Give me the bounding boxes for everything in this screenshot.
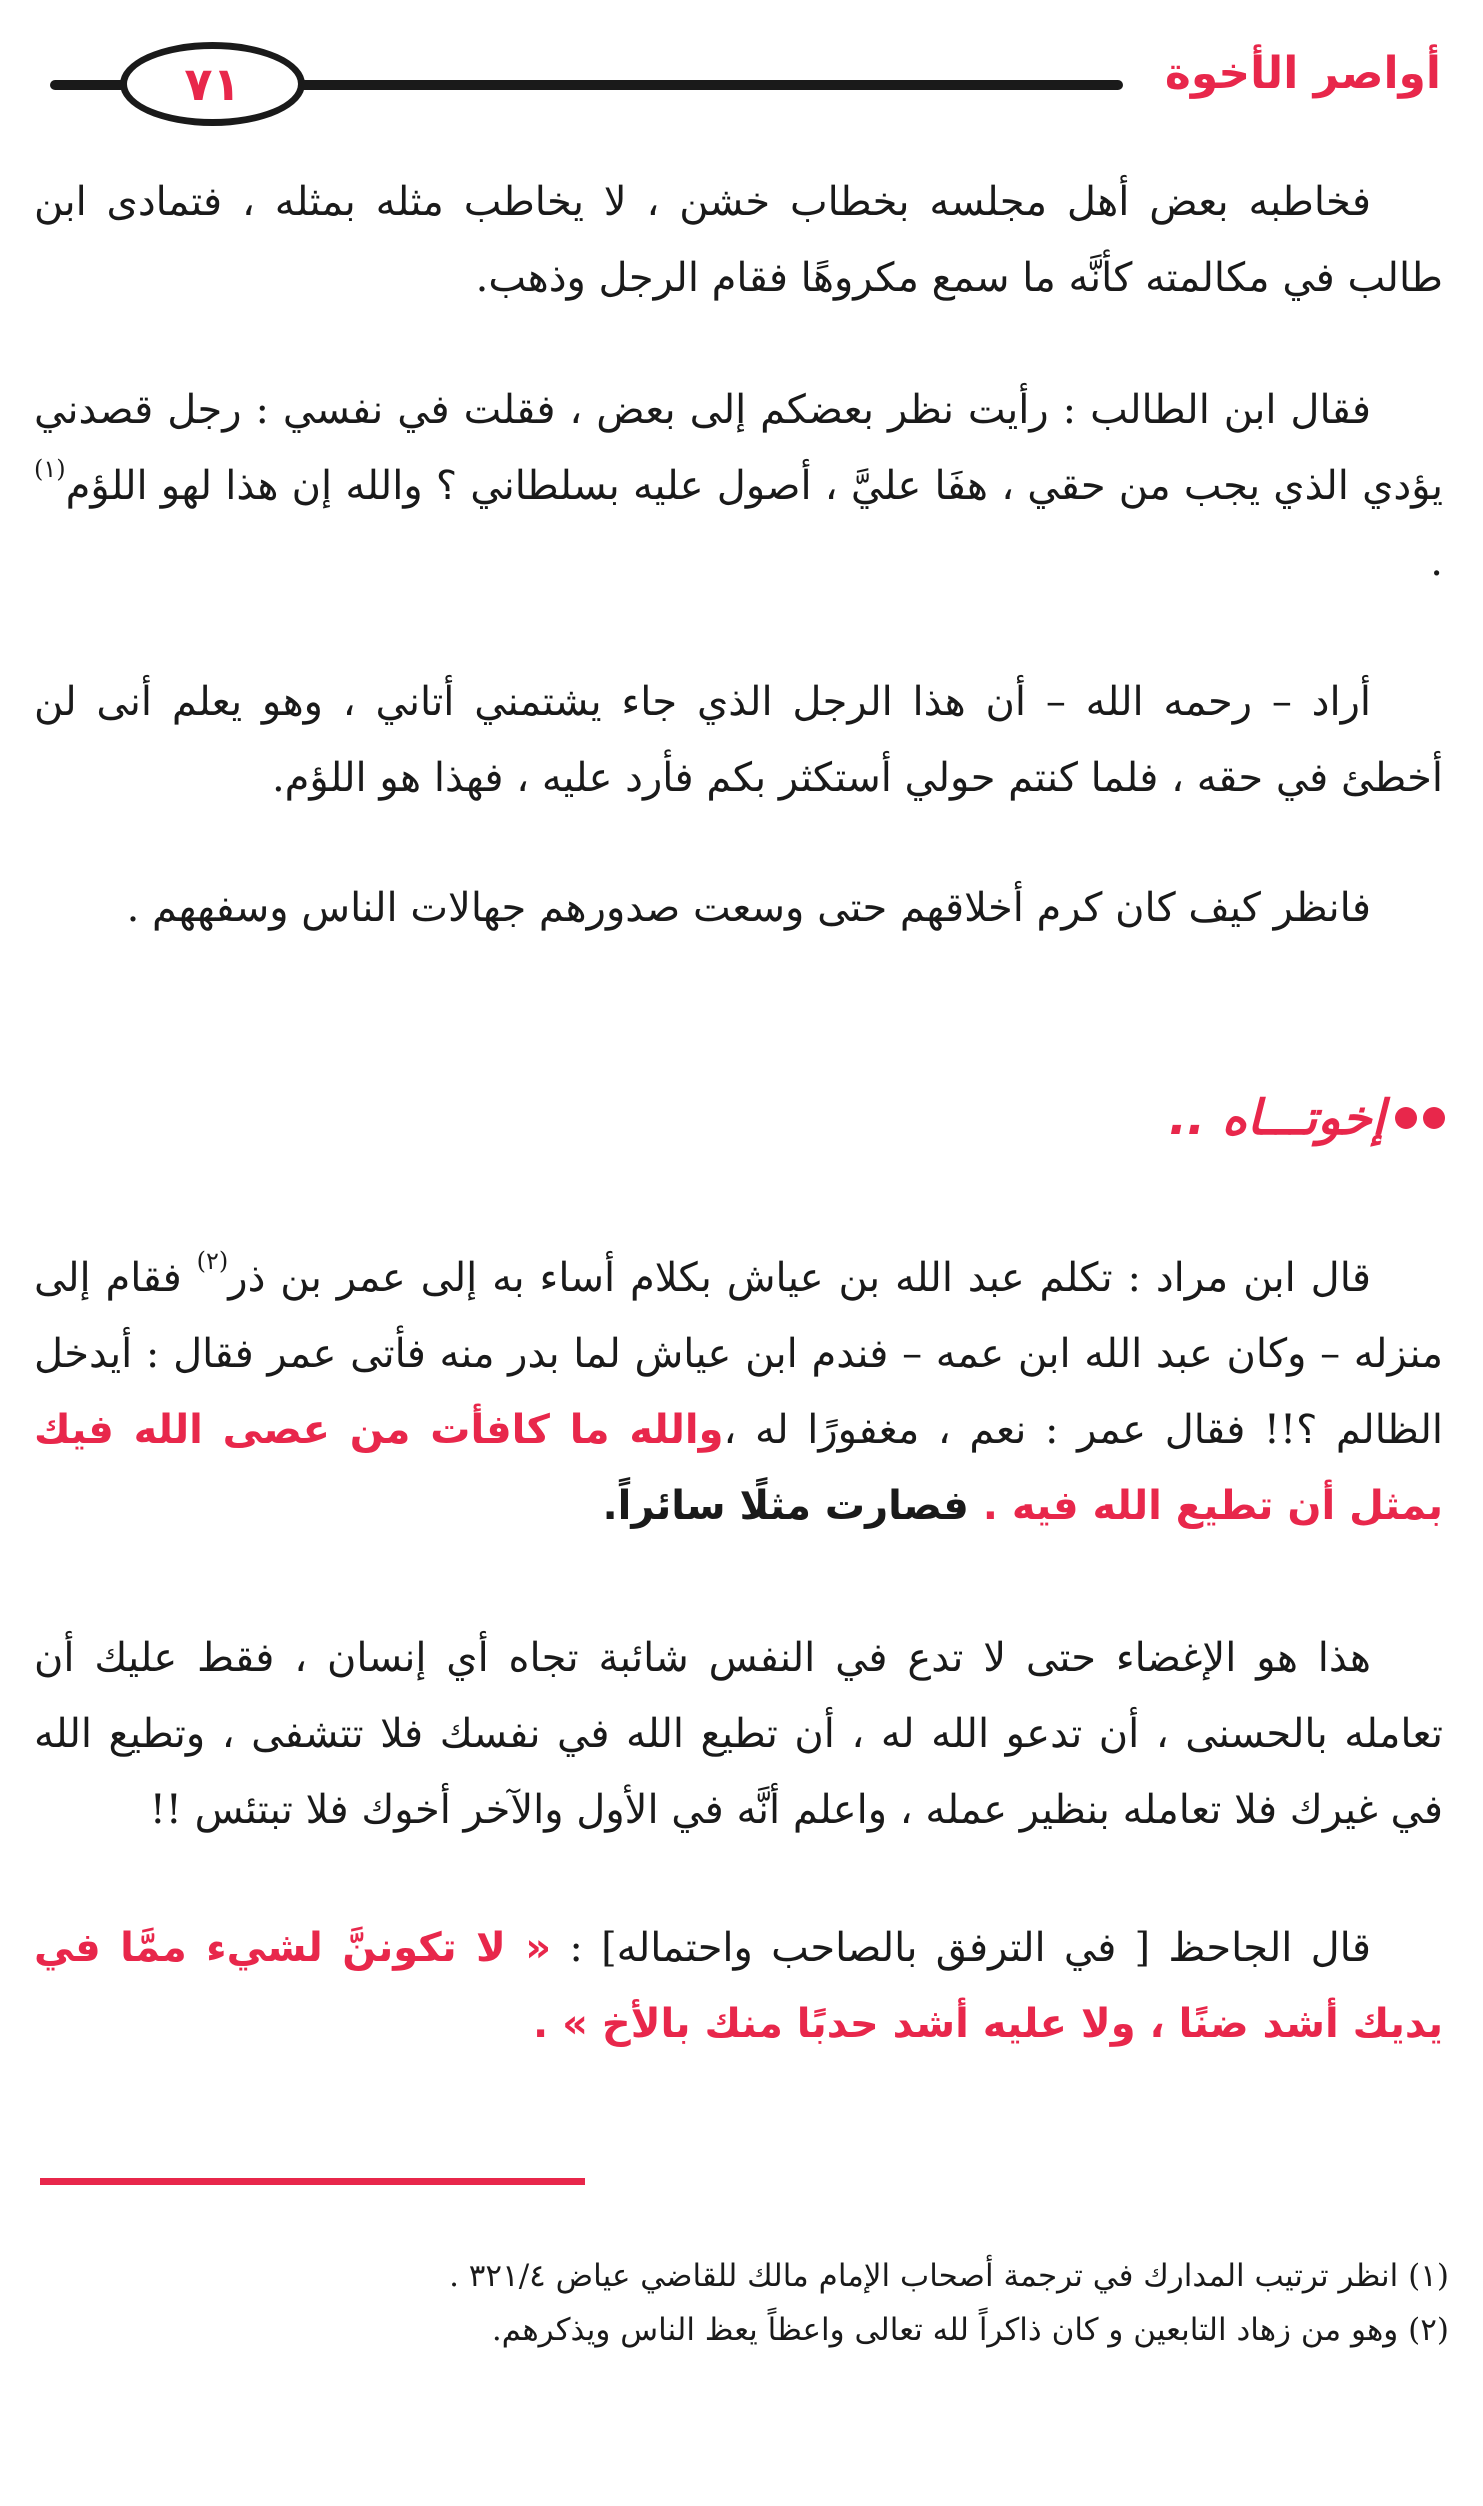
paragraph-1: فخاطبه بعض أهل مجلسه بخطاب خشن ، لا يخاطب مثله بمثله ، فتمادى ابن طالب في مكالمته كأنَّه ما سمع مكروهًا فقام الرجل وذهب. <box>34 179 1443 301</box>
paragraph-2 <box>34 372 1443 600</box>
section-paragraph-1-end: فصارت مثلًا سائراً. <box>602 1483 983 1529</box>
page-number: ٧١ <box>184 57 241 111</box>
section-paragraph-2: هذا هو الإغضاء حتى لا تدع في النفس شائبة تجاه أي إنسان ، فقط عليك أن تعامله بالحسنى ، أن تدعو الله له ، أن تطيع الله في نفسك فلا تتشفى ، وتطيع الله في غيرك فلا تعامله بنظير عمله ، واعلم أنَّه في الأول والآخر أخوك فلا تبتئس !! <box>34 1635 1443 1833</box>
section-paragraph-1-a: قال ابن مراد : تكلم عبد الله بن عياش بكلام أساء به إلى عمر بن ذر <box>228 1255 1371 1301</box>
section-paragraph-3 <box>34 1910 1443 2062</box>
paragraph-2-end: . <box>1430 539 1443 585</box>
highlighted-quote-1: والله ما كافأت من عصى الله فيك بمثل أن تطيع الله فيه . <box>34 1407 1443 1529</box>
footnote-2: (٢) وهو من زهاد التابعين و كان ذاكراً لله تعالى واعظاً يعظ الناس ويذكرهم. <box>491 2312 1449 2348</box>
section-heading-text: إخوتـــاه .. <box>1168 1090 1385 1146</box>
footnote-ref-1[interactable]: (١) <box>34 455 66 483</box>
book-title: أواصر الأخوة <box>1164 48 1441 99</box>
page-header <box>30 28 1453 128</box>
footnote-1: (١) انظر ترتيب المدارك في ترجمة أصحاب الإمام مالك للقاضي عياض ٣٢١/٤ . <box>449 2258 1449 2294</box>
section-paragraph-1-b: فقام إلى منزله – وكان عبد الله ابن عمه – فندم ابن عياش لما بدر منه فأتى عمر فقال : أيدخل الظالم ؟!! فقال عمر : نعم ، مغفورًا له ، <box>34 1255 1444 1453</box>
section-paragraph-1 <box>34 1240 1443 1544</box>
bullet-dots-icon <box>1395 1107 1445 1129</box>
paragraph-2-text: فقال ابن الطالب : رأيت نظر بعضكم إلى بعض ، فقلت في نفسي : رجل قصدني يؤدي الذي يجب من حقي ، هفَا عليَّ ، أصول عليه بسلطاني ؟ والله إن هذا لهو اللؤم <box>34 387 1443 509</box>
highlighted-quote-2: « لا تكوننَّ لشيء ممَّا في يديك أشد ضنًا ، ولا عليه أشد حدبًا منك بالأخ » . <box>34 1925 1443 2047</box>
paragraph-4: فانظر كيف كان كرم أخلاقهم حتى وسعت صدورهم جهالات الناس وسفههم . <box>126 885 1371 931</box>
page-number-oval <box>120 42 305 126</box>
section-heading <box>1169 1090 1445 1146</box>
section-paragraph-3-a: قال الجاحظ [ في الترفق بالصاحب واحتماله] : <box>569 1925 1371 1971</box>
footnote-separator <box>40 2178 585 2185</box>
footnote-ref-2[interactable]: (٢) <box>196 1247 229 1275</box>
paragraph-3: أراد – رحمه الله – أن هذا الرجل الذي جاء يشتمني أتاني ، وهو يعلم أنى لن أخطئ في حقه ، فلما كنتم حولي أستكثر بكم فأرد عليه ، فهذا هو اللؤم. <box>34 679 1443 801</box>
